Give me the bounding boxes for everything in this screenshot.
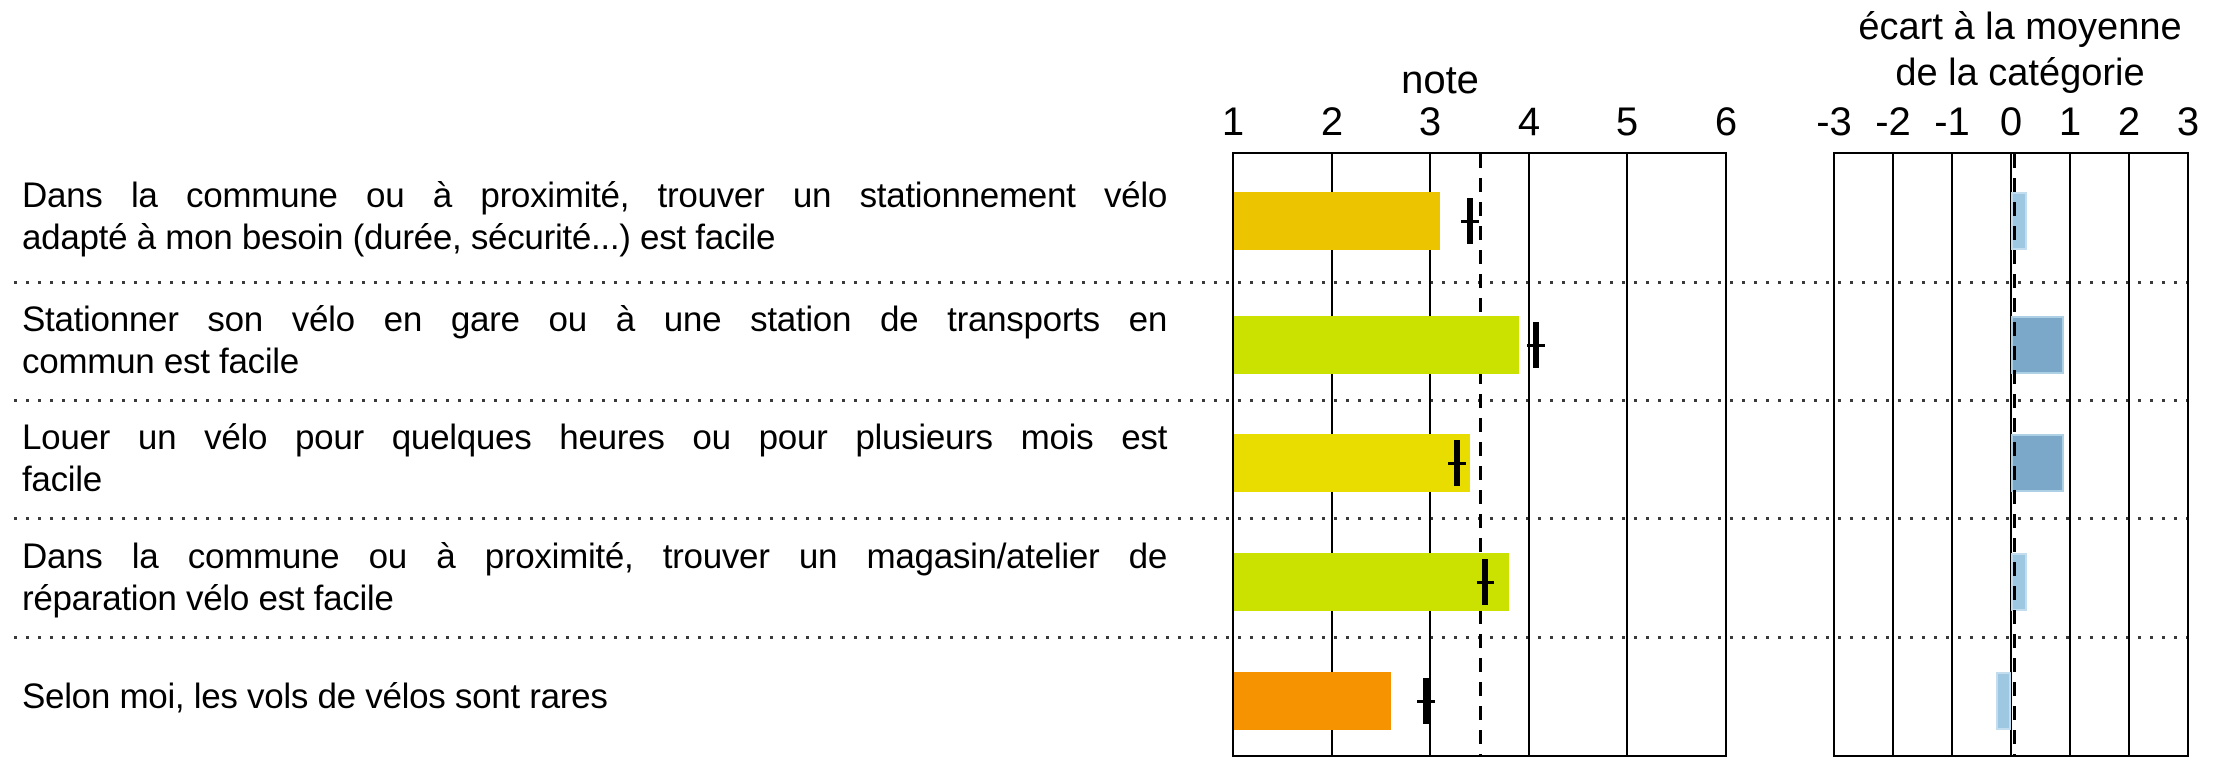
- mean-marker: [1423, 678, 1429, 724]
- deviation-axis-tick-label: 0: [1999, 100, 2023, 144]
- note-axis-tick-label: 5: [1615, 100, 1639, 144]
- note-axis-tick-label: 6: [1714, 100, 1738, 144]
- mean-marker: [1454, 440, 1460, 486]
- deviation-axis-tick-label: -2: [1875, 100, 1911, 144]
- row-label-line: Dans la commune ou à proximité, trouver un magasin/atelier de: [22, 536, 1167, 576]
- note-axis-tick-label: 1: [1221, 100, 1245, 144]
- deviation-axis-tick-label: 2: [2117, 100, 2141, 144]
- row-label-line: adapté à mon besoin (durée, sécurité...) est facile: [22, 218, 776, 257]
- deviation-axis-title-line1: écart à la moyenne: [1858, 6, 2182, 48]
- row-label-line: Dans la commune ou à proximité, trouver un stationnement vélo: [22, 176, 1167, 215]
- note-gridline: [1626, 152, 1628, 757]
- row-label: [22, 152, 1167, 282]
- zero-reference-line: [2013, 154, 2016, 755]
- note-axis-tick-label: 3: [1418, 100, 1442, 144]
- deviation-axis-tick-label: 3: [2176, 100, 2200, 144]
- deviation-bar: [2011, 434, 2064, 492]
- row-label-line: facile: [22, 460, 102, 499]
- deviation-gridline: [2128, 152, 2130, 757]
- note-bar: [1234, 316, 1519, 374]
- note-axis-title: note: [1401, 58, 1479, 102]
- row-label-line: Louer un vélo pour quelques heures ou pour plusieurs mois est: [22, 418, 1167, 457]
- deviation-axis-title-line2: de la catégorie: [1895, 52, 2145, 95]
- deviation-axis-tick-label: -3: [1816, 100, 1852, 144]
- deviation-gridline: [2069, 152, 2071, 757]
- row-label-line: Selon moi, les vols de vélos sont rares: [22, 677, 608, 716]
- note-bar: [1234, 434, 1470, 492]
- note-axis-tick-label: 4: [1517, 100, 1541, 144]
- deviation-bar: [1996, 672, 2011, 730]
- row-label-line: commun est facile: [22, 342, 299, 381]
- note-bar: [1234, 553, 1509, 611]
- row-label-line: Stationner son vélo en gare ou à une station de transports en: [22, 300, 1167, 339]
- mean-marker: [1533, 322, 1539, 368]
- note-bar: [1234, 192, 1440, 250]
- deviation-gridline: [1951, 152, 1953, 757]
- row-label-line: réparation vélo est facile: [22, 578, 394, 618]
- note-gridline: [1528, 152, 1530, 757]
- deviation-gridline: [1892, 152, 1894, 757]
- note-axis-tick-label: 2: [1320, 100, 1344, 144]
- row-label: [22, 637, 1167, 757]
- deviation-bar: [2011, 316, 2064, 374]
- deviation-axis-tick-label: 1: [2058, 100, 2082, 144]
- row-label: [22, 518, 1167, 637]
- deviation-axis-title: [1858, 4, 2181, 97]
- mean-marker: [1482, 559, 1488, 605]
- deviation-axis-tick-label: -1: [1934, 100, 1970, 144]
- row-label: [22, 282, 1167, 400]
- row-label: [22, 400, 1167, 518]
- mean-marker: [1467, 198, 1473, 244]
- mean-dashed-line: [1479, 154, 1482, 755]
- note-bar: [1234, 672, 1391, 730]
